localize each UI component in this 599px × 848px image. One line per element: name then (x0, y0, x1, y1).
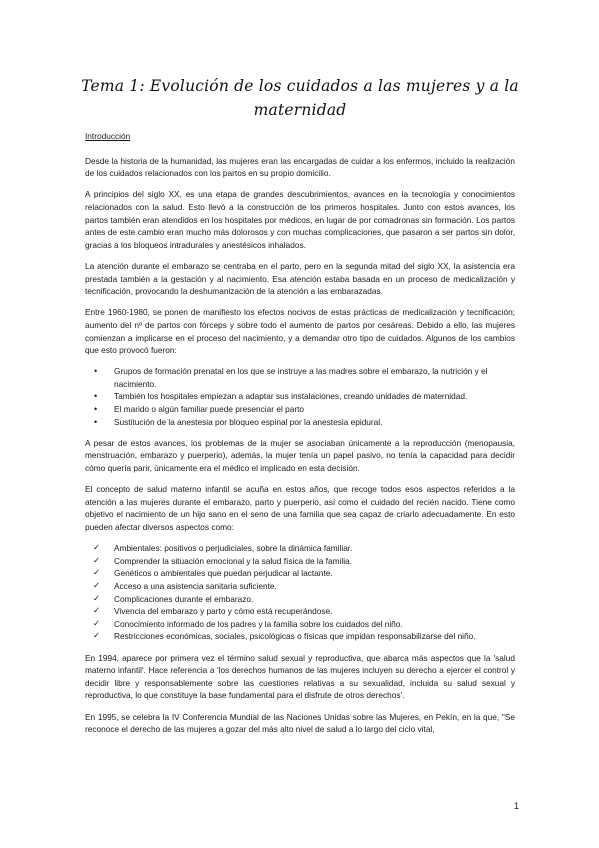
bullet-item: • Grupos de formación prenatal en los que se instruye a las madres sobre el embarazo, la nutrición y el nacimiento. (85, 365, 515, 390)
checklist-item: ✓ Genéticos o ambientales que puedan perjudicar al lactante. (85, 567, 515, 580)
paragraph-6: El concepto de salud materno infantil se acuña en estos años, que recoge todos esos aspectos referidos a la atención a las mujeres durante el embarazo, parto y puerperio, así como el cuidado del recién nacido. Tiene como objetivo el nacimiento de un hijo sano en el seno de una familia que sea capaz de criarlo adecuadamente. En esto pueden afectar diversos aspectos como: (85, 484, 515, 532)
checklist-item: ✓ Ambientales: positivos o perjudiciales, sobre la dinámica familiar. (85, 542, 515, 555)
checklist-item: ✓ Complicaciones durante el embarazo. (85, 593, 515, 606)
paragraph-4: Entre 1960-1980, se ponen de manifiesto los efectos nocivos de estas prácticas de medicalización y tecnificación; aumento del nº de partos con fórceps y sobre todo el aumento de partos por cesáreas. Debido a ello, las mujeres comienzan a implicarse en el proceso del nacimiento, y a demandar otro tipo de cuidados. Algunos de los cambios que esto provocó fueron: (85, 307, 515, 356)
paragraph-3: La atención durante el embarazo se centraba en el parto, pero en la segunda mitad del siglo XX, la asistencia era prestada también a la gestación y al nacimiento. Esa atención estaba basada en un proceso de medicalización y tecnificación, provocando la deshumanización de la atención a las embarazadas. (85, 260, 515, 297)
bullet-item: • También los hospitales empiezan a adaptar sus instalaciones, creando unidades de maternidad. (85, 390, 515, 403)
page-number: 1 (513, 801, 519, 811)
checklist-item: ✓ Restricciones económicas, sociales, psicológicas o físicas que impidan responsabilizarse del niño. (85, 630, 515, 643)
bullet-list (85, 365, 515, 428)
document-body (85, 130, 515, 744)
paragraph-5: A pesar de estos avances, los problemas de la mujer se asociaban únicamente a la reproducción (menopausia, menstruación, embarazo y puerperio), además, la mujer tenía un papel pasivo, no tenía la capacidad para decidir cómo quería parir, únicamente era el médico el implicado en esta decisión. (85, 437, 515, 474)
page-title: Tema 1: Evolución de los cuidados a las mujeres y a la maternidad (81, 77, 519, 119)
checklist-item: ✓ Conocimiento informado de los padres y la familia sobre los cuidados del niño. (85, 618, 515, 631)
paragraph-7: En 1994, aparece por primera vez el término salud sexual y reproductiva, que abarca más aspectos que la 'salud materno infantil'. Hace referencia a 'los derechos humanos de las mujeres incluyen su derecho a ejercer el control y decidir libre y responsablemente sobre las cuestiones relativas a su sexualidad, incluida su salud sexual y reproductiva, lo que constituye la base fundamental para el disfrute de otros derechos'. (85, 652, 515, 701)
paragraph-8: En 1995, se celebra la IV Conferencia Mundial de las Naciones Unidas sobre las Mujeres, en Pekín, en la que, "Se reconoce el derecho de las mujeres a gozar del más alto nivel de salud a lo largo del ciclo vital, (85, 711, 515, 735)
checklist-item: ✓ Comprender la situación emocional y la salud física de la familia. (85, 555, 515, 568)
paragraph-2: A principios del siglo XX, es una etapa de grandes descubrimientos, avances en la tecnología y conocimientos relacionados con la salud. Esto llevó a la construcción de los primeros hospitales. Junto con estos avances, los partos también eran atendidos en los hospitales por médicos, en lugar de por comadronas sin formación. Los partos antes de este cambio eran mucho más dolorosos y con muchas complicaciones, que pasaron a ser partos sin dolor, gracias a los bloqueos intradurales y anestésicos inhalados. (85, 189, 515, 250)
bullet-item: • Sustitución de la anestesia por bloqueo espinal por la anestesia epidural. (85, 416, 515, 429)
checklist-item: ✓ Vivencia del embarazo y parto y cómo está recuperándose. (85, 605, 515, 618)
bullet-item: • El marido o algún familiar puede presenciar el parto (85, 403, 515, 416)
paragraph-1: Desde la historia de la humanidad, las mujeres eran las encargadas de cuidar a los enfermos, incluido la realización de los cuidados relacionados con los partos en su propio domicilio. (85, 155, 515, 179)
checklist-item: ✓ Acceso a una asistencia sanitaria suficiente. (85, 580, 515, 593)
section-heading: Introducción (85, 131, 131, 141)
checklist (85, 542, 515, 643)
